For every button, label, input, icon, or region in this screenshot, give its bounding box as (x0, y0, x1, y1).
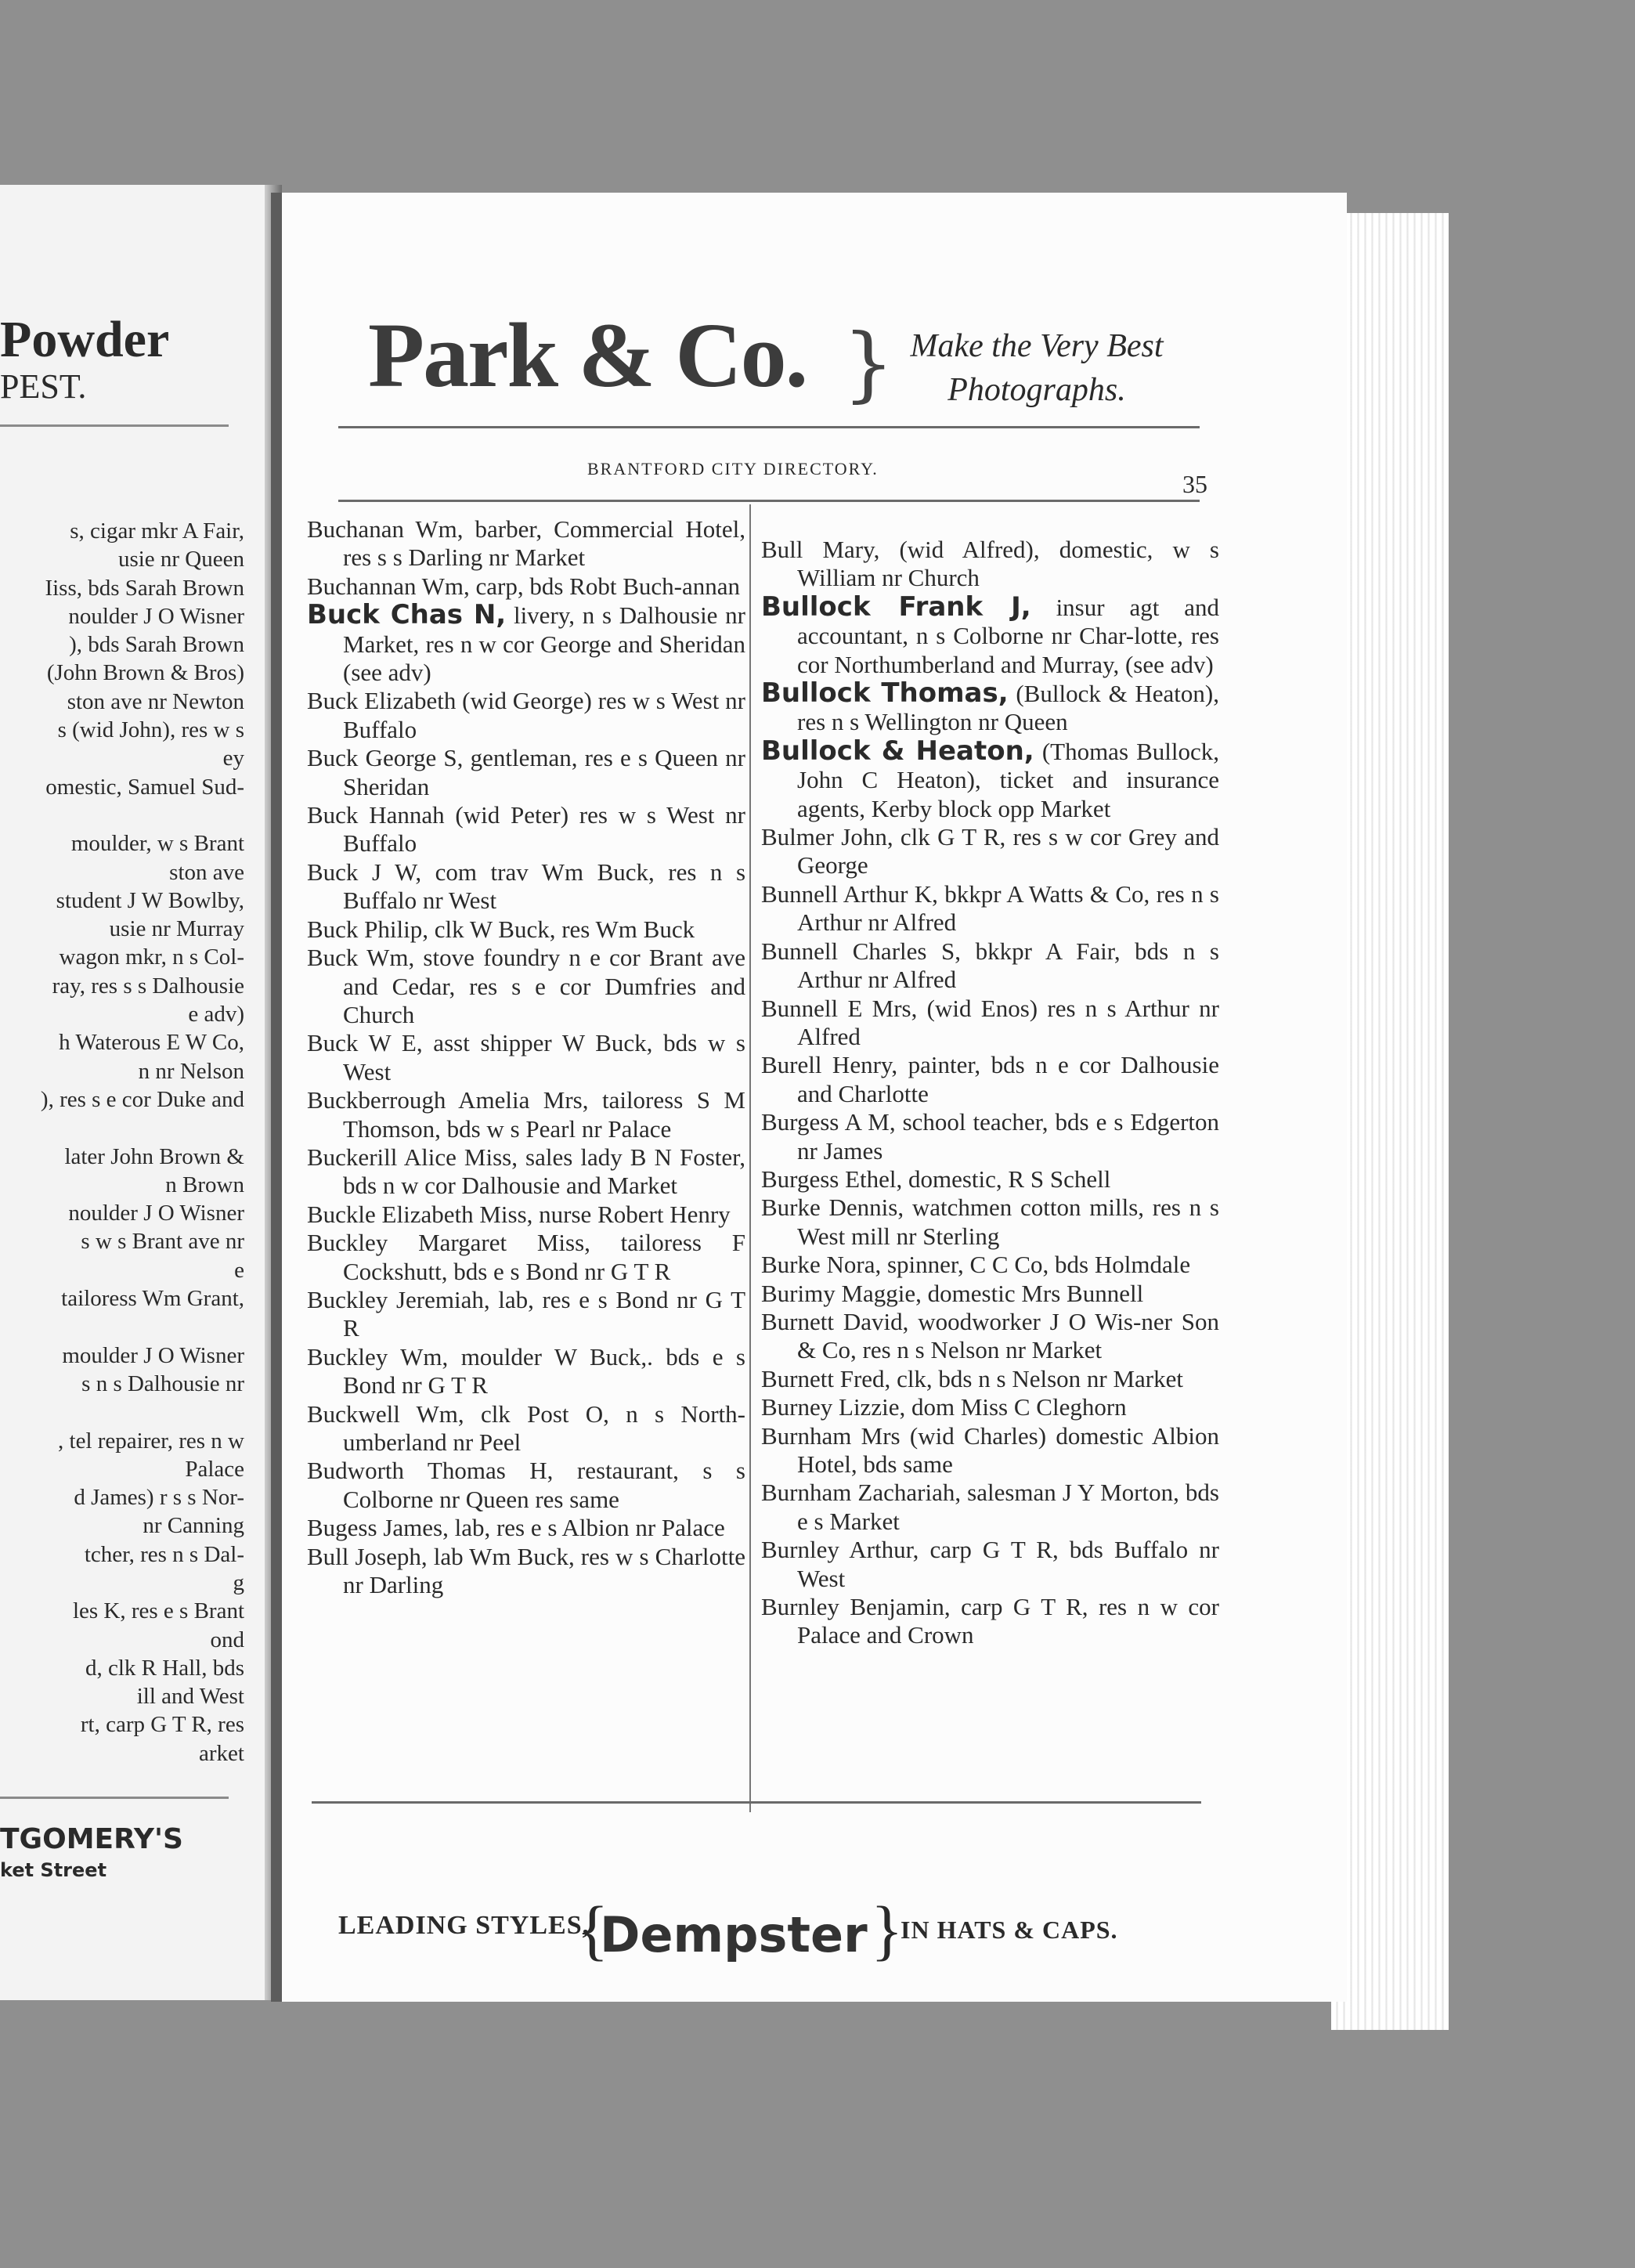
entry-name: Buckley Jeremiah, (307, 1285, 490, 1313)
left-page-line (0, 801, 258, 829)
entry-details: (wid Alfred), domestic, w s William nr Church (797, 536, 1219, 592)
entry-name: Buckerill Alice Miss, (307, 1143, 518, 1171)
entry-name: Budworth Thomas H, (307, 1457, 554, 1485)
entry-name: Bunnell Arthur K, (761, 879, 938, 908)
entry-name: Buckberrough Amelia Mrs, (307, 1086, 589, 1114)
directory-entry (307, 1543, 745, 1600)
entry-details: clk G T R, res s w cor Grey and George (797, 823, 1219, 879)
header-brand: Park & Co. (368, 304, 807, 406)
entry-details: (wid Enos) res n s Arthur nr Alfred (797, 994, 1219, 1050)
left-page-line: Iiss, bds Sarah Brown (45, 575, 244, 601)
left-page-line: e (234, 1257, 244, 1283)
footer-left-text: LEADING STYLES, (338, 1911, 590, 1940)
directory-entry (307, 1343, 745, 1400)
entry-name: Buckley Wm, (307, 1342, 449, 1371)
entry-details: salesman J Y Morton, bds e s Market (797, 1479, 1219, 1535)
entry-details: (wid Peter) res w s West nr Buffalo (343, 801, 745, 858)
entry-name: Bulmer John, (761, 823, 893, 851)
left-page-line: ill and West (136, 1684, 244, 1710)
entry-name: Buck George S, (307, 744, 464, 772)
left-page-line: arket (199, 1740, 244, 1766)
directory-entry (761, 823, 1219, 880)
directory-entry (307, 858, 745, 916)
entry-details: carp, bds Robt Buch-annan (469, 572, 741, 600)
entry-name: Burnley Benjamin, (761, 1593, 951, 1621)
entry-details: moulder W Buck,. bds e s Bond nr G T R (343, 1342, 745, 1399)
entry-details: lab Wm Buck, res w s Charlotte nr Darling (343, 1542, 745, 1599)
directory-entry (307, 1286, 745, 1343)
entry-name: Buchannan Wm, (307, 572, 470, 600)
left-page-line: s (wid John), res w s (57, 717, 244, 743)
entry-details: clk W Buck, res Wm Buck (428, 915, 695, 943)
page-number: 35 (1182, 470, 1207, 498)
left-page-line: noulder J O Wisner (68, 1201, 244, 1226)
entry-name: Burnett David, (761, 1307, 909, 1335)
tagline-line-1: Make the Very Best (910, 328, 1164, 364)
entry-details: gentleman, res e s Queen nr Sheridan (343, 744, 745, 800)
directory-entry (307, 1143, 745, 1201)
entry-name: Burke Dennis, (761, 1194, 904, 1222)
entry-details: woodworker J O Wis-ner Son & Co, res n s Nelson nr Market (797, 1307, 1219, 1364)
left-page-line: moulder, w s Brant (70, 831, 244, 857)
left-page-line: student J W Bowlby, (56, 887, 244, 913)
directory-column-2 (761, 536, 1219, 1650)
directory-entry (761, 1280, 1219, 1308)
entry-name: Burell Henry, (761, 1051, 898, 1079)
entry-details: livery, n s Dalhousie nr Market, res n w cor George and Sheridan (see adv) (343, 601, 745, 687)
directory-entry (761, 590, 1219, 679)
entry-name: Burnham Zachariah, (761, 1479, 962, 1507)
directory-entry (761, 1536, 1219, 1593)
entry-name: Buck Wm, (307, 944, 415, 972)
left-page-line: ey (222, 746, 244, 771)
left-page-line: omestic, Samuel Sud- (45, 774, 244, 800)
footer-brace-right: } (871, 1892, 904, 1967)
entry-details: stove foundry n e cor Brant ave and Cedar, res s e cor Dumfries and Church (343, 944, 745, 1028)
entry-details: spinner, C C Co, bds Holmdale (881, 1251, 1191, 1279)
directory-entry (307, 1229, 745, 1286)
left-page-footer-rule (0, 1797, 229, 1799)
entry-name: Buck Hannah (307, 801, 445, 829)
left-page-line: s w s Brant ave nr (81, 1229, 244, 1255)
left-page-line: n nr Nelson (138, 1058, 244, 1084)
left-page-line: ston ave nr Newton (67, 688, 244, 714)
entry-name: Buck J W, (307, 858, 422, 886)
directory-entry (307, 1086, 745, 1143)
entry-name: Bullock & Heaton, (761, 735, 1034, 767)
entry-details: (Thomas Bullock, John C Heaton), ticket and insurance agents, Kerby block opp Market (797, 737, 1219, 822)
entry-details: clk Post O, n s North-umberland nr Peel (343, 1399, 745, 1456)
left-page-line: wagon mkr, n s Col- (59, 944, 244, 970)
left-page-line: d, clk R Hall, bds (85, 1655, 244, 1681)
directory-entry (761, 1422, 1219, 1479)
entry-details: lab, res e s Bond nr G T R (343, 1285, 746, 1342)
left-page-line: s, cigar mkr A Fair, (70, 518, 244, 544)
entry-details: insur agt and accountant, n s Colborne nr Char-lotte, res cor Northumberland and Murray, (see adv) (797, 593, 1219, 678)
directory-entry (307, 1400, 745, 1457)
entry-name: Burke Nora, (761, 1251, 882, 1279)
left-page-header-line-1: Powder (0, 311, 170, 368)
left-page-line: moulder J O Wisner (62, 1342, 244, 1368)
entry-details: bkkpr A Watts & Co, res n s Arthur nr Alfred (797, 879, 1219, 937)
directory-entry (761, 1108, 1219, 1165)
running-head: BRANTFORD CITY DIRECTORY. (587, 459, 879, 479)
directory-entry (307, 601, 745, 687)
right-page (271, 193, 1347, 2002)
left-page-line: tailoress Wm Grant, (61, 1286, 244, 1312)
left-page-line: ston ave (169, 859, 244, 885)
entry-name: Bunnell Charles S, (761, 937, 962, 965)
left-page (0, 185, 276, 2000)
directory-entry (761, 937, 1219, 995)
directory-entry (761, 679, 1219, 737)
entry-details: (wid George) res w s West nr Buffalo (343, 687, 746, 743)
entry-name: Bull Mary, (761, 536, 880, 563)
entry-name: Buck Chas N, (307, 599, 507, 631)
entry-name: Burgess A M, (761, 1108, 896, 1136)
footer-brace-left: { (576, 1892, 609, 1967)
left-page-line: nr Canning (143, 1513, 244, 1539)
directory-entry (761, 1365, 1219, 1393)
left-page-footer-line-1: TGOMERY'S (0, 1823, 183, 1855)
entry-details: dom Miss C Cleghorn (905, 1393, 1127, 1421)
entry-name: Burgess Ethel, (761, 1165, 903, 1193)
entry-details: bkkpr A Fair, bds n s Arthur nr Alfred (797, 937, 1219, 994)
entry-name: Buck Philip, (307, 915, 429, 943)
left-page-line (0, 1114, 258, 1142)
entry-name: Bugess James, (307, 1514, 449, 1542)
left-page-line: usie nr Queen (117, 547, 244, 572)
entry-details: tailoress S M Thomson, bds w s Pearl nr Palace (343, 1086, 745, 1143)
directory-entry (761, 1165, 1219, 1194)
left-page-line (0, 1398, 258, 1426)
entry-details: barber, Commercial Hotel, res s s Darling nr Market (343, 515, 745, 572)
entry-details: sales lady B N Foster, bds n w cor Dalhousie and Market (343, 1143, 745, 1200)
left-page-line: ), bds Sarah Brown (69, 632, 244, 658)
entry-details: clk, bds n s Nelson nr Market (890, 1364, 1183, 1392)
directory-entry (307, 916, 745, 944)
entry-details: carp G T R, res n w cor Palace and Crown (797, 1593, 1220, 1649)
entry-details: carp G T R, bds Buffalo nr West (797, 1536, 1219, 1592)
left-page-line (0, 1313, 258, 1341)
left-page-line: ), res s e cor Duke and (40, 1086, 244, 1112)
left-page-line: ray, res s s Dalhousie (52, 973, 244, 999)
directory-entry (761, 1051, 1219, 1108)
entry-details: restaurant, s s Colborne nr Queen res same (343, 1457, 746, 1513)
entry-name: Bullock Frank J, (761, 590, 1031, 623)
entry-name: Burnley Arthur, (761, 1536, 919, 1564)
left-page-line: rt, carp G T R, res (80, 1712, 244, 1738)
entry-details: watchmen cotton mills, res n s West mill nr Sterling (797, 1194, 1219, 1250)
directory-entry (307, 1514, 745, 1542)
entry-details: painter, bds n e cor Dalhousie and Charlotte (797, 1051, 1219, 1107)
left-page-line: n Brown (165, 1172, 244, 1197)
left-page-line: Palace (185, 1456, 244, 1482)
directory-entry (307, 801, 745, 858)
left-page-line: ond (210, 1627, 244, 1652)
entry-name: Buchanan Wm, (307, 515, 464, 543)
entry-name: Burimy Maggie, (761, 1279, 922, 1307)
left-page-line: les K, res e s Brant (72, 1598, 244, 1624)
page-edges (1331, 213, 1449, 2030)
header-rule (338, 426, 1200, 428)
left-page-line: s n s Dalhousie nr (81, 1371, 244, 1396)
entry-name: Bull Joseph, (307, 1542, 428, 1570)
entry-name: Buckle Elizabeth Miss, (307, 1200, 533, 1228)
directory-entry (761, 1194, 1219, 1251)
header-tagline (872, 324, 1201, 412)
entry-details: lab, res e s Albion nr Palace (448, 1514, 725, 1542)
directory-entry (761, 880, 1219, 937)
directory-entry (307, 944, 745, 1029)
directory-entry (761, 536, 1219, 593)
directory-entry (307, 744, 745, 801)
entry-name: Buckwell Wm, (307, 1399, 464, 1428)
entry-name: Bunnell E Mrs, (761, 994, 918, 1022)
footer-center-text: Dempster (600, 1906, 868, 1963)
directory-entry (307, 687, 745, 744)
entry-details: asst shipper W Buck, bds w s West (343, 1029, 745, 1085)
directory-entry (761, 1479, 1219, 1536)
entry-details: school teacher, bds e s Edgerton nr James (797, 1108, 1220, 1165)
left-page-line: e adv) (188, 1002, 244, 1027)
entry-name: Burney Lizzie, (761, 1393, 906, 1421)
left-page-line: , tel repairer, res n w (58, 1428, 244, 1454)
entry-name: Buckley Margaret Miss, (307, 1229, 590, 1257)
entry-details: domestic, R S Schell (902, 1165, 1111, 1193)
entry-details: tailoress F Cockshutt, bds e s Bond nr G T R (343, 1229, 745, 1285)
running-head-rule (338, 500, 1200, 502)
left-page-entries (0, 517, 258, 1768)
directory-entry (761, 737, 1219, 823)
directory-entry (761, 1593, 1219, 1650)
directory-entry (307, 572, 745, 601)
entry-details: nurse Robert Henry (532, 1200, 731, 1228)
header-brace: } (843, 316, 895, 411)
directory-entry (761, 1393, 1219, 1421)
column-separator (749, 504, 751, 1812)
left-page-line: h Waterous E W Co, (59, 1030, 244, 1056)
left-page-line: tcher, res n s Dal- (84, 1541, 244, 1567)
left-page-line: later John Brown & (64, 1143, 244, 1169)
footer-rule (312, 1801, 1201, 1804)
entry-details: domestic Mrs Bunnell (921, 1279, 1144, 1307)
tagline-line-2: Photographs. (947, 372, 1126, 408)
directory-column-1 (307, 515, 745, 1599)
directory-entry (307, 1201, 745, 1229)
left-page-line: noulder J O Wisner (68, 603, 244, 629)
left-page-line: g (233, 1569, 244, 1595)
directory-entry (307, 1457, 745, 1514)
left-page-line: (John Brown & Bros) (46, 660, 244, 686)
footer-right-text: IN HATS & CAPS. (901, 1916, 1118, 1944)
entry-name: Burnett Fred, (761, 1364, 891, 1392)
left-page-footer-line-2: ket Street (0, 1859, 107, 1881)
entry-name: Bullock Thomas, (761, 677, 1009, 710)
directory-entry (761, 1308, 1219, 1365)
entry-details: (Bullock & Heaton), res n s Wellington nr Queen (797, 680, 1219, 736)
entry-details: com trav Wm Buck, res n s Buffalo nr West (343, 858, 746, 915)
left-page-line: usie nr Murray (109, 916, 244, 942)
left-page-rule (0, 424, 229, 427)
directory-entry (307, 1029, 745, 1086)
left-page-header-line-2: PEST. (0, 367, 87, 406)
entry-name: Buck W E, (307, 1029, 423, 1057)
directory-entry (307, 515, 745, 572)
entry-name: Burnham Mrs (761, 1421, 901, 1450)
left-page-line: d James) r s s Nor- (74, 1485, 244, 1511)
entry-details: (wid Charles) domestic Albion Hotel, bds same (797, 1421, 1219, 1478)
directory-entry (761, 995, 1219, 1052)
entry-name: Buck Elizabeth (307, 687, 457, 715)
directory-entry (761, 1251, 1219, 1279)
